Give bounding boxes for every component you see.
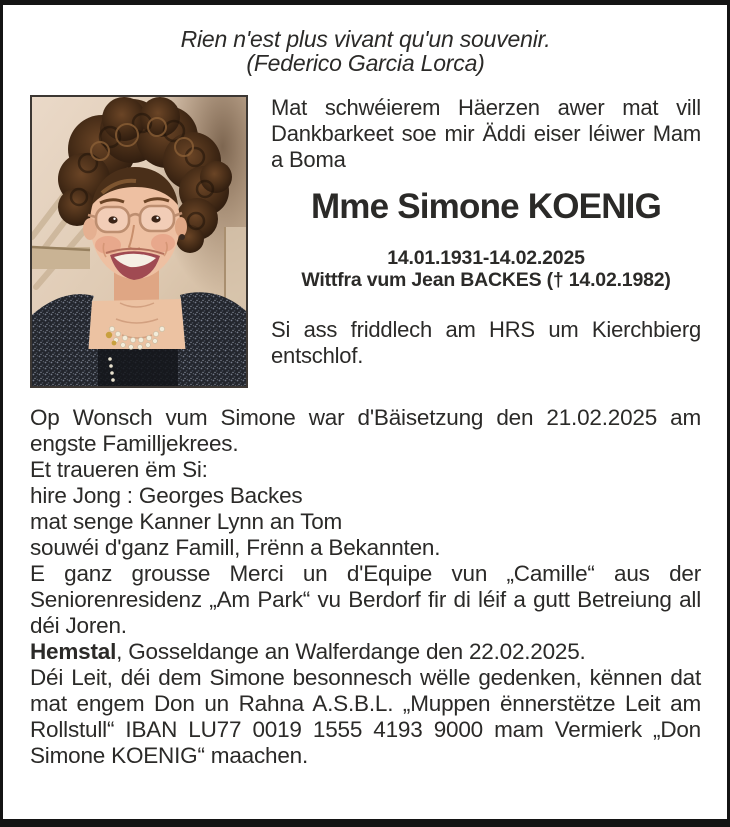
quote-text: Rien n'est plus vivant qu'un souvenir.	[180, 26, 551, 52]
funeral-paragraph: Op Wonsch vum Simone war d'Bäisetzung den 21.02.2025 am engste Familljekrees.	[30, 405, 701, 456]
portrait-illustration	[32, 97, 246, 386]
header-text-column	[271, 95, 701, 388]
donation-paragraph: Déi Leit, déi dem Simone besonnesch wëlle gedenken, kënnen dat mat engem Don un Rahna A.S.B.L. „Muppen ënnerstëtze Leit am Rollstull“ IBAN LU77 0019 1555 4193 9000 mam Vermierk „Don Simone KOENIG“ maachen.	[30, 665, 701, 768]
death-circumstance: Si ass friddlech am HRS um Kierchbierg entschlof.	[271, 317, 701, 368]
places-rest: , Gosseldange an Walferdange den 22.02.2025.	[116, 639, 586, 664]
mourning-intro: Et traueren ëm Si:	[30, 457, 208, 482]
dates-block	[271, 247, 701, 291]
portrait-photo	[30, 95, 248, 388]
quote-block	[30, 27, 701, 75]
family-line: souwéi d'ganz Famill, Frënn a Bekannten.	[30, 535, 441, 560]
widow-line: Wittfra vum Jean BACKES († 14.02.1982)	[301, 269, 671, 291]
mourners-block	[30, 483, 701, 535]
thanks-paragraph: E ganz grousse Merci un d'Equipe vun „Camille“ aus der Seniorenresidenz „Am Park“ vu Berdorf fir di léif a gutt Betreiung all déi Joren.	[30, 561, 701, 638]
mourner-line-2: mat senge Kanner Lynn an Tom	[30, 509, 343, 534]
mourner-line-1: hire Jong : Georges Backes	[30, 483, 303, 508]
deceased-name: Mme Simone KOENIG	[310, 187, 662, 226]
birth-death-dates: 14.01.1931-14.02.2025	[387, 247, 585, 269]
notice-body	[30, 405, 701, 769]
intro-paragraph: Mat schwéierem Häerzen awer mat vill Dankbarkeet soe mir Äddi eiser léiwer Mam a Boma	[271, 95, 701, 172]
places-date-line	[30, 639, 701, 665]
place-name-bold: Hemstal	[30, 639, 117, 664]
quote-author: (Federico Garcia Lorca)	[246, 50, 485, 76]
header-row	[30, 95, 701, 388]
